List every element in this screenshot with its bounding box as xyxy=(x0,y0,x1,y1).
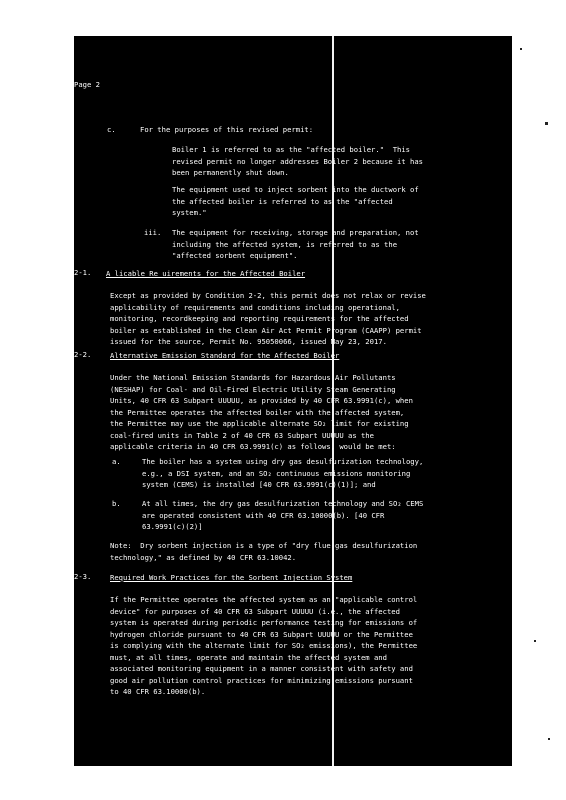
item-a-marker: a. xyxy=(112,457,121,466)
item-b-marker: b. xyxy=(112,499,121,508)
page-label: Page 2 xyxy=(74,80,100,89)
section-2-2-body: Under the National Emission Standards for Hazardous Air Pollutants (NESHAP) for Coal- and Oil-Fired Electric Utility Steam Generating Units, 40 CFR 63 Subpart UUUUU, as provided by 40 CFR 63.9991(c), when the Permittee operates the affected boiler with the affected system, the Permittee may use the applicable alternate SO₂ limit for existing coal-fired units in Table 2 of 40 CFR 63 Subpart UUUUU as the applicable criteria in 40 CFR 63.9991(c) as follows, would be met: xyxy=(110,373,413,451)
section-2-1-heading: A licable Re uirements for the Affected Boiler xyxy=(106,269,306,278)
scan-speck xyxy=(520,48,522,50)
item-c-intro: For the purposes of this revised permit: xyxy=(140,125,314,134)
item-c-ii: The equipment used to inject sorbent into the ductwork of the affected boiler is referred to as the "affected system." xyxy=(172,185,419,217)
item-b-text: At all times, the dry gas desulfurization technology and SO₂ CEMS are operated consistent with 40 CFR 63.10000(b). [40 CFR 63.9991(c)(2)] xyxy=(142,499,424,531)
section-2-1-body: Except as provided by Condition 2-2, this permit does not relax or revise applicability of requirements and conditions including operational, monitoring, recordkeeping and reporting requirements for the affected boiler as established in the Clean Air Act Permit Program (CAAPP) permit issued for the source, Permit No. 95050066, issued May 23, 2017. xyxy=(110,291,426,346)
scanned-page xyxy=(74,36,512,766)
scan-speck xyxy=(545,122,548,125)
section-2-2-heading: Alternative Emission Standard for the Affected Boiler xyxy=(110,351,340,360)
item-a-text: The boiler has a system using dry gas desulfurization technology, e.g., a DSI system, and an SO₂ continuous emissions monitoring system (CEMS) is installed [40 CFR 63.9991(c)(1)]; and xyxy=(142,457,424,489)
section-2-3-number: 2-3. xyxy=(74,572,92,581)
section-2-3-body: If the Permittee operates the affected system as an "applicable control device" for purposes of 40 CFR 63 Subpart UUUUU (i.e., the affected system is operated during periodic performance testing for emissions of hydrogen chloride pursuant to 40 CFR 63 Subpart UUUUU or the Permittee is complying with the alternate limit for SO₂ emissions), the Permittee must, at all times, operate and maintain the affected system and associated monitoring equipment in a manner consistent with safety and good air pollution control practices for minimizing emissions pursuant to 40 CFR 63.10000(b). xyxy=(110,595,418,696)
scan-speck xyxy=(548,738,550,740)
item-c-iii-marker: iii. xyxy=(144,228,162,237)
section-2-1-number: 2-1. xyxy=(74,268,92,277)
item-c-marker: c. xyxy=(107,125,116,134)
scan-speck xyxy=(534,640,536,642)
section-2-2-number: 2-2. xyxy=(74,350,92,359)
section-2-3-heading: Required Work Practices for the Sorbent Injection System xyxy=(110,573,353,582)
section-2-2-note: Note: Dry sorbent injection is a type of "dry flue gas desulfurization technology," as defined by 40 CFR 63.10042. xyxy=(110,541,418,562)
item-c-iii: The equipment for receiving, storage and preparation, not including the affected system, is referred to as the "affected sorbent equipment". xyxy=(172,228,419,260)
item-c-i: Boiler 1 is referred to as the "affected boiler." This revised permit no longer addresses Boiler 2 because it has been permanently shut down. xyxy=(172,145,423,177)
